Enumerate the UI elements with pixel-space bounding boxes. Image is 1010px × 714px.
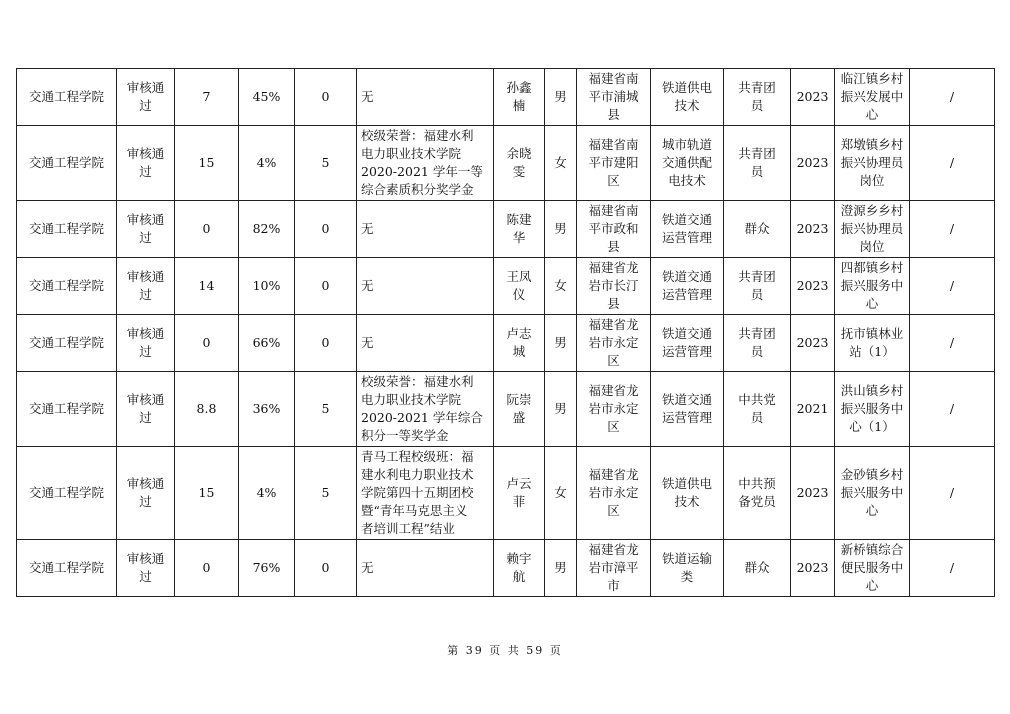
year-cell: 2023 bbox=[791, 315, 835, 372]
table-row bbox=[17, 201, 995, 258]
major-cell: 铁道交通 运营管理 bbox=[651, 201, 724, 258]
score-cell: 0 bbox=[175, 315, 239, 372]
score-cell: 15 bbox=[175, 447, 239, 540]
current-page-number: 39 bbox=[465, 644, 484, 657]
major-cell: 城市轨道 交通供配 电技术 bbox=[651, 126, 724, 201]
political-status-cell: 中共党 员 bbox=[724, 372, 791, 447]
review-status-cell: 审核通 过 bbox=[117, 447, 175, 540]
ranking-percent-cell: 82% bbox=[239, 201, 295, 258]
position-cell: 新桥镇综合 便民服务中 心 bbox=[835, 540, 910, 597]
remark-cell: / bbox=[910, 126, 995, 201]
hometown-cell: 福建省南 平市政和 县 bbox=[577, 201, 651, 258]
honors-cell: 无 bbox=[357, 540, 494, 597]
political-status-cell: 共青团 员 bbox=[724, 258, 791, 315]
major-cell: 铁道供电 技术 bbox=[651, 447, 724, 540]
table-row bbox=[17, 540, 995, 597]
gender-cell: 男 bbox=[545, 372, 577, 447]
honors-cell: 校级荣誉：福建水利 电力职业技术学院 2020-2021 学年一等 综合素质积分奖学金 bbox=[357, 126, 494, 201]
gender-cell: 女 bbox=[545, 126, 577, 201]
position-cell: 金砂镇乡村 振兴服务中 心 bbox=[835, 447, 910, 540]
review-status-cell: 审核通 过 bbox=[117, 315, 175, 372]
year-cell: 2023 bbox=[791, 69, 835, 126]
remark-cell: / bbox=[910, 447, 995, 540]
ranking-percent-cell: 10% bbox=[239, 258, 295, 315]
hometown-cell: 福建省南 平市浦城 县 bbox=[577, 69, 651, 126]
major-cell: 铁道交通 运营管理 bbox=[651, 372, 724, 447]
page-label-suffix: 页 bbox=[549, 644, 563, 657]
gender-cell: 女 bbox=[545, 258, 577, 315]
review-status-cell: 审核通 过 bbox=[117, 372, 175, 447]
review-status-cell: 审核通 过 bbox=[117, 201, 175, 258]
college-cell: 交通工程学院 bbox=[17, 126, 117, 201]
college-cell: 交通工程学院 bbox=[17, 201, 117, 258]
score-cell: 0 bbox=[175, 201, 239, 258]
score-cell: 14 bbox=[175, 258, 239, 315]
ranking-percent-cell: 4% bbox=[239, 126, 295, 201]
remark-cell: / bbox=[910, 69, 995, 126]
page-label-mid: 页 共 bbox=[489, 644, 521, 657]
hometown-cell: 福建省龙 岩市长汀 县 bbox=[577, 258, 651, 315]
major-cell: 铁道交通 运营管理 bbox=[651, 258, 724, 315]
hometown-cell: 福建省龙 岩市永定 区 bbox=[577, 372, 651, 447]
name-cell: 卢志 城 bbox=[494, 315, 545, 372]
gender-cell: 男 bbox=[545, 201, 577, 258]
remark-cell: / bbox=[910, 315, 995, 372]
name-cell: 赖宇 航 bbox=[494, 540, 545, 597]
college-cell: 交通工程学院 bbox=[17, 447, 117, 540]
gender-cell: 男 bbox=[545, 540, 577, 597]
page-label-prefix: 第 bbox=[447, 644, 461, 657]
political-status-cell: 群众 bbox=[724, 201, 791, 258]
political-status-cell: 共青团 员 bbox=[724, 315, 791, 372]
gender-cell: 男 bbox=[545, 315, 577, 372]
hometown-cell: 福建省南 平市建阳 区 bbox=[577, 126, 651, 201]
year-cell: 2023 bbox=[791, 126, 835, 201]
hometown-cell: 福建省龙 岩市永定 区 bbox=[577, 315, 651, 372]
gender-cell: 男 bbox=[545, 69, 577, 126]
honors-cell: 无 bbox=[357, 258, 494, 315]
name-cell: 余晓 雯 bbox=[494, 126, 545, 201]
ranking-percent-cell: 76% bbox=[239, 540, 295, 597]
college-cell: 交通工程学院 bbox=[17, 315, 117, 372]
political-status-cell: 共青团 员 bbox=[724, 69, 791, 126]
college-cell: 交通工程学院 bbox=[17, 540, 117, 597]
name-cell: 阮崇 盛 bbox=[494, 372, 545, 447]
position-cell: 抚市镇林业 站（1） bbox=[835, 315, 910, 372]
bonus-points-cell: 5 bbox=[295, 447, 357, 540]
position-cell: 澄源乡乡村 振兴协理员 岗位 bbox=[835, 201, 910, 258]
bonus-points-cell: 0 bbox=[295, 69, 357, 126]
page-footer bbox=[0, 642, 1010, 658]
bonus-points-cell: 0 bbox=[295, 540, 357, 597]
table-row bbox=[17, 447, 995, 540]
table-row bbox=[17, 315, 995, 372]
year-cell: 2023 bbox=[791, 540, 835, 597]
major-cell: 铁道运输 类 bbox=[651, 540, 724, 597]
bonus-points-cell: 0 bbox=[295, 258, 357, 315]
honors-cell: 无 bbox=[357, 69, 494, 126]
name-cell: 孙鑫 楠 bbox=[494, 69, 545, 126]
year-cell: 2023 bbox=[791, 201, 835, 258]
ranking-percent-cell: 66% bbox=[239, 315, 295, 372]
political-status-cell: 群众 bbox=[724, 540, 791, 597]
ranking-percent-cell: 4% bbox=[239, 447, 295, 540]
year-cell: 2023 bbox=[791, 258, 835, 315]
record-table bbox=[16, 68, 995, 597]
major-cell: 铁道交通 运营管理 bbox=[651, 315, 724, 372]
total-pages-number: 59 bbox=[526, 644, 545, 657]
review-status-cell: 审核通 过 bbox=[117, 69, 175, 126]
score-cell: 8.8 bbox=[175, 372, 239, 447]
bonus-points-cell: 5 bbox=[295, 372, 357, 447]
honors-cell: 校级荣誉：福建水利 电力职业技术学院 2020-2021 学年综合 积分一等奖学金 bbox=[357, 372, 494, 447]
remark-cell: / bbox=[910, 258, 995, 315]
position-cell: 临江镇乡村 振兴发展中 心 bbox=[835, 69, 910, 126]
political-status-cell: 中共预 备党员 bbox=[724, 447, 791, 540]
position-cell: 郑墩镇乡村 振兴协理员 岗位 bbox=[835, 126, 910, 201]
year-cell: 2023 bbox=[791, 447, 835, 540]
table-row bbox=[17, 372, 995, 447]
name-cell: 陈建 华 bbox=[494, 201, 545, 258]
college-cell: 交通工程学院 bbox=[17, 372, 117, 447]
review-status-cell: 审核通 过 bbox=[117, 258, 175, 315]
ranking-percent-cell: 36% bbox=[239, 372, 295, 447]
ranking-percent-cell: 45% bbox=[239, 69, 295, 126]
honors-cell: 无 bbox=[357, 315, 494, 372]
name-cell: 王凤 仪 bbox=[494, 258, 545, 315]
table-row bbox=[17, 69, 995, 126]
bonus-points-cell: 0 bbox=[295, 315, 357, 372]
hometown-cell: 福建省龙 岩市漳平 市 bbox=[577, 540, 651, 597]
review-status-cell: 审核通 过 bbox=[117, 126, 175, 201]
college-cell: 交通工程学院 bbox=[17, 69, 117, 126]
name-cell: 卢云 菲 bbox=[494, 447, 545, 540]
position-cell: 洪山镇乡村 振兴服务中 心（1） bbox=[835, 372, 910, 447]
score-cell: 7 bbox=[175, 69, 239, 126]
score-cell: 0 bbox=[175, 540, 239, 597]
table-row bbox=[17, 258, 995, 315]
political-status-cell: 共青团 员 bbox=[724, 126, 791, 201]
hometown-cell: 福建省龙 岩市永定 区 bbox=[577, 447, 651, 540]
review-status-cell: 审核通 过 bbox=[117, 540, 175, 597]
table-row bbox=[17, 126, 995, 201]
score-cell: 15 bbox=[175, 126, 239, 201]
remark-cell: / bbox=[910, 201, 995, 258]
college-cell: 交通工程学院 bbox=[17, 258, 117, 315]
bonus-points-cell: 0 bbox=[295, 201, 357, 258]
position-cell: 四都镇乡村 振兴服务中 心 bbox=[835, 258, 910, 315]
bonus-points-cell: 5 bbox=[295, 126, 357, 201]
remark-cell: / bbox=[910, 372, 995, 447]
gender-cell: 女 bbox=[545, 447, 577, 540]
honors-cell: 青马工程校级班：福 建水利电力职业技术 学院第四十五期团校 暨“青年马克思主义 者培训工程”结业 bbox=[357, 447, 494, 540]
honors-cell: 无 bbox=[357, 201, 494, 258]
major-cell: 铁道供电 技术 bbox=[651, 69, 724, 126]
year-cell: 2021 bbox=[791, 372, 835, 447]
remark-cell: / bbox=[910, 540, 995, 597]
